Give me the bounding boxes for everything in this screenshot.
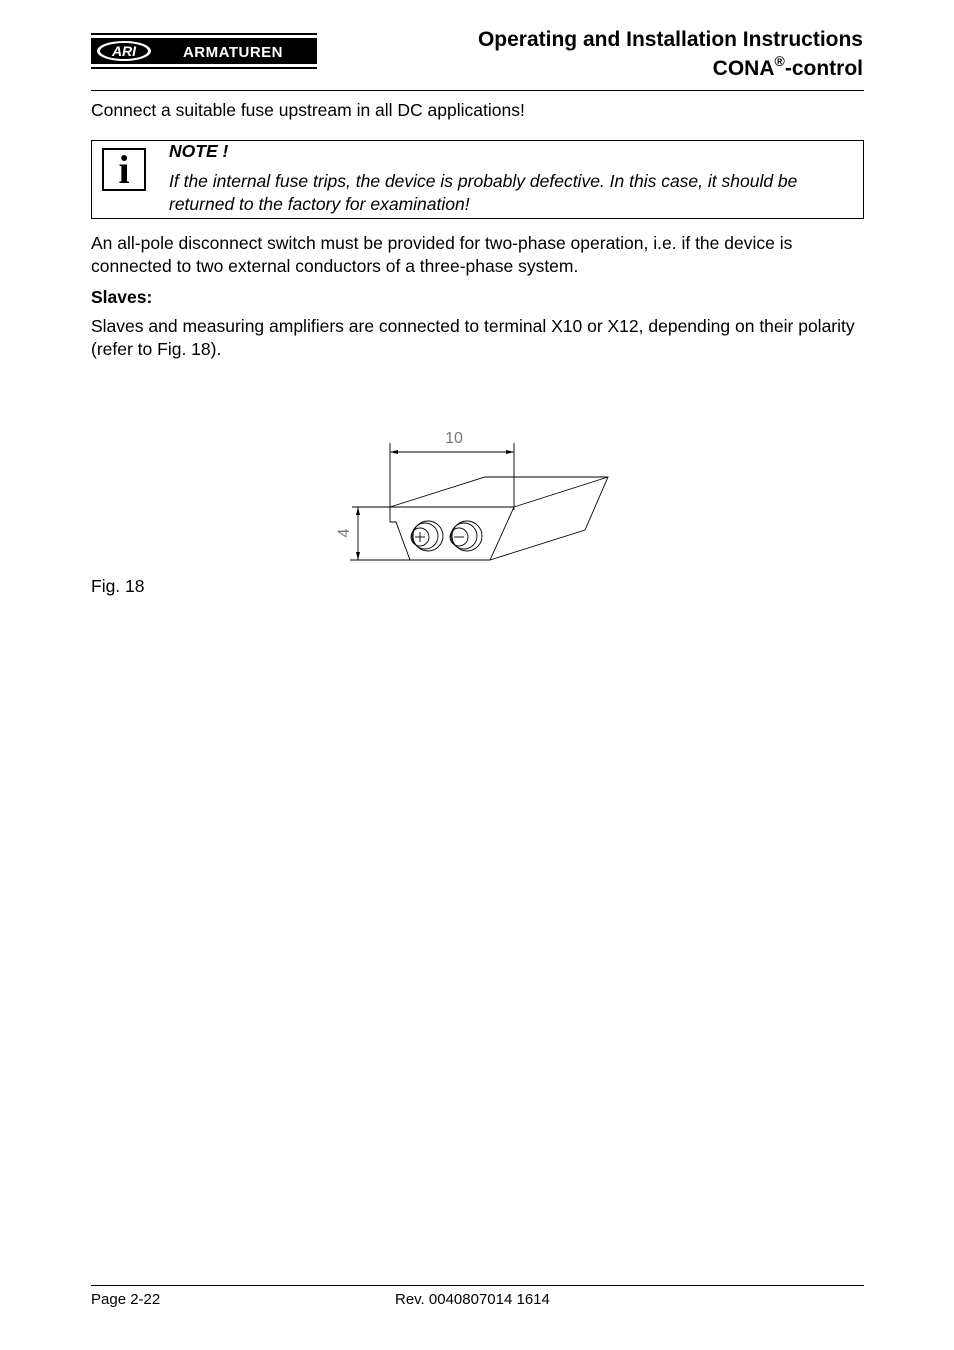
height-label: 4 — [336, 528, 353, 538]
header-divider — [91, 90, 864, 91]
revision-number: Rev. 0040807014 1614 — [395, 1291, 550, 1308]
paragraph-slaves: Slaves and measuring amplifiers are connected to terminal X10 or X12, depending on their polarity (refer to Fig. 18). — [91, 316, 855, 359]
title-product: CONA — [712, 57, 775, 80]
paragraph-fuse: Connect a suitable fuse upstream in all DC applications! — [91, 100, 525, 120]
footer-divider — [91, 1285, 864, 1286]
registered-mark: ® — [774, 53, 785, 69]
block-top-outline — [390, 477, 608, 560]
title-line-2 — [478, 54, 863, 83]
page-number: Page 2-22 — [91, 1291, 161, 1308]
title-line-1: Operating and Installation Instructions — [477, 28, 863, 51]
title-suffix: -control — [784, 57, 863, 80]
logo-text: ARMATUREN — [182, 44, 284, 61]
logo-mark: ARI — [111, 43, 137, 59]
block-top-edge — [514, 477, 608, 507]
note-box — [91, 140, 864, 219]
terminal-block-figure — [330, 420, 620, 570]
paragraph-disconnect-switch: An all-pole disconnect switch must be provided for two-phase operation, i.e. if the device is connected to two external conductors of a three-phase system. — [91, 233, 793, 276]
document-title — [478, 25, 863, 83]
width-label: 10 — [445, 430, 463, 447]
note-heading: NOTE ! — [169, 141, 229, 161]
ari-armaturen-logo — [91, 33, 317, 69]
section-heading-slaves: Slaves: — [91, 287, 153, 307]
figure-caption: Fig. 18 — [91, 576, 145, 596]
info-icon: i — [102, 148, 146, 191]
note-body: If the internal fuse trips, the device is probably defective. In this case, it should be returned to the factory for examination! — [169, 171, 798, 214]
